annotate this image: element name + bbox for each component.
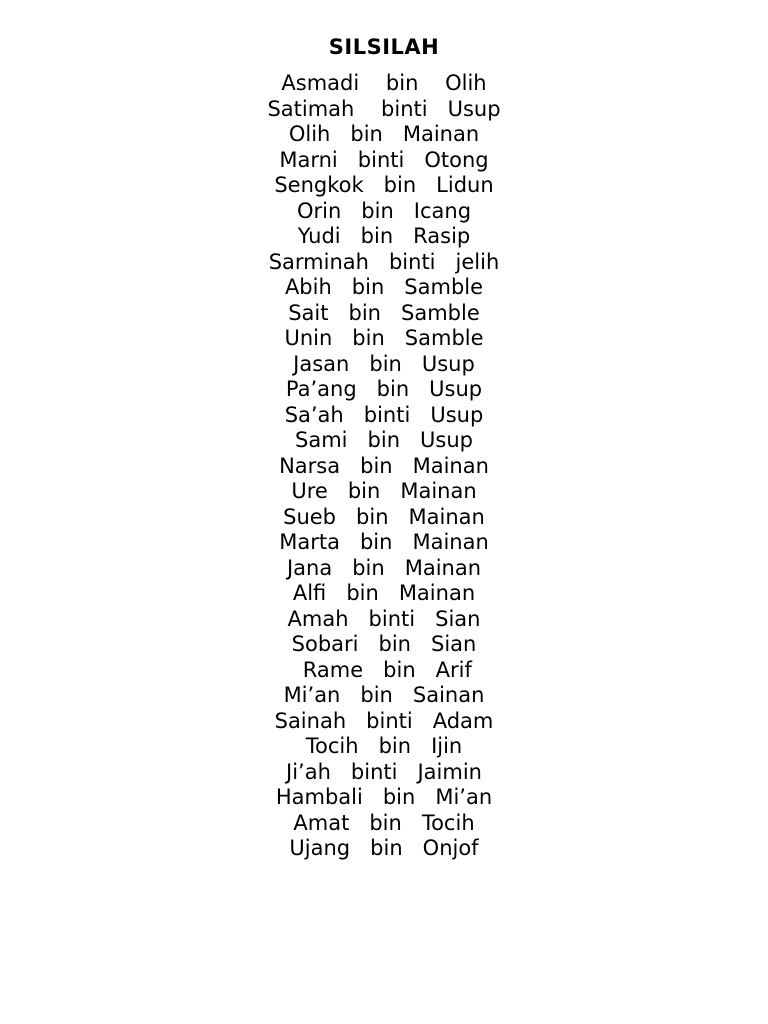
lineage-entry: Mi’an bin Sainan <box>283 683 485 707</box>
lineage-entry: Amah binti Sian <box>287 606 481 631</box>
lineage-list <box>0 71 768 862</box>
lineage-entry: Tocih bin Ijin <box>305 734 463 758</box>
lineage-entry: Asmadi bin Olih <box>281 71 487 95</box>
lineage-entry: Unin bin Samble <box>284 326 484 350</box>
lineage-entry: Jasan bin Usup <box>293 351 475 376</box>
lineage-entry: Ujang bin Onjof <box>289 836 479 860</box>
lineage-entry: Ji’ah binti Jaimin <box>286 759 482 784</box>
lineage-entry: Yudi bin Rasip <box>297 224 471 248</box>
lineage-entry: Sami bin Usup <box>295 428 473 452</box>
lineage-entry: Sarminah binti jelih <box>268 249 500 274</box>
lineage-entry: Sengkok bin Lidun <box>274 173 494 197</box>
lineage-entry: Sa’ah binti Usup <box>284 402 484 427</box>
lineage-entry: Jana bin Mainan <box>286 555 482 580</box>
page-title: SILSILAH <box>328 35 440 59</box>
lineage-entry: Abih bin Samble <box>284 275 484 299</box>
lineage-entry: Hambali bin Mi’an <box>275 785 493 809</box>
lineage-entry: Marni binti Otong <box>279 147 489 172</box>
lineage-entry: Sainah binti Adam <box>274 708 494 733</box>
lineage-entry: Satimah binti Usup <box>267 96 501 121</box>
lineage-entry: Marta bin Mainan <box>279 530 489 554</box>
lineage-entry: Rame bin Arif <box>296 657 472 682</box>
lineage-entry: Ure bin Mainan <box>291 479 477 503</box>
lineage-entry: Sait bin Samble <box>288 300 480 325</box>
lineage-entry: Narsa bin Mainan <box>279 453 489 478</box>
lineage-entry: Orin bin Icang <box>296 198 472 223</box>
lineage-entry: Sueb bin Mainan <box>283 504 485 529</box>
lineage-entry: Sobari bin Sian <box>291 632 477 656</box>
lineage-entry: Olih bin Mainan <box>288 122 480 146</box>
lineage-entry: Alfi bin Mainan <box>292 581 476 605</box>
lineage-entry: Pa’ang bin Usup <box>285 377 483 401</box>
lineage-entry: Amat bin Tocih <box>293 810 475 835</box>
